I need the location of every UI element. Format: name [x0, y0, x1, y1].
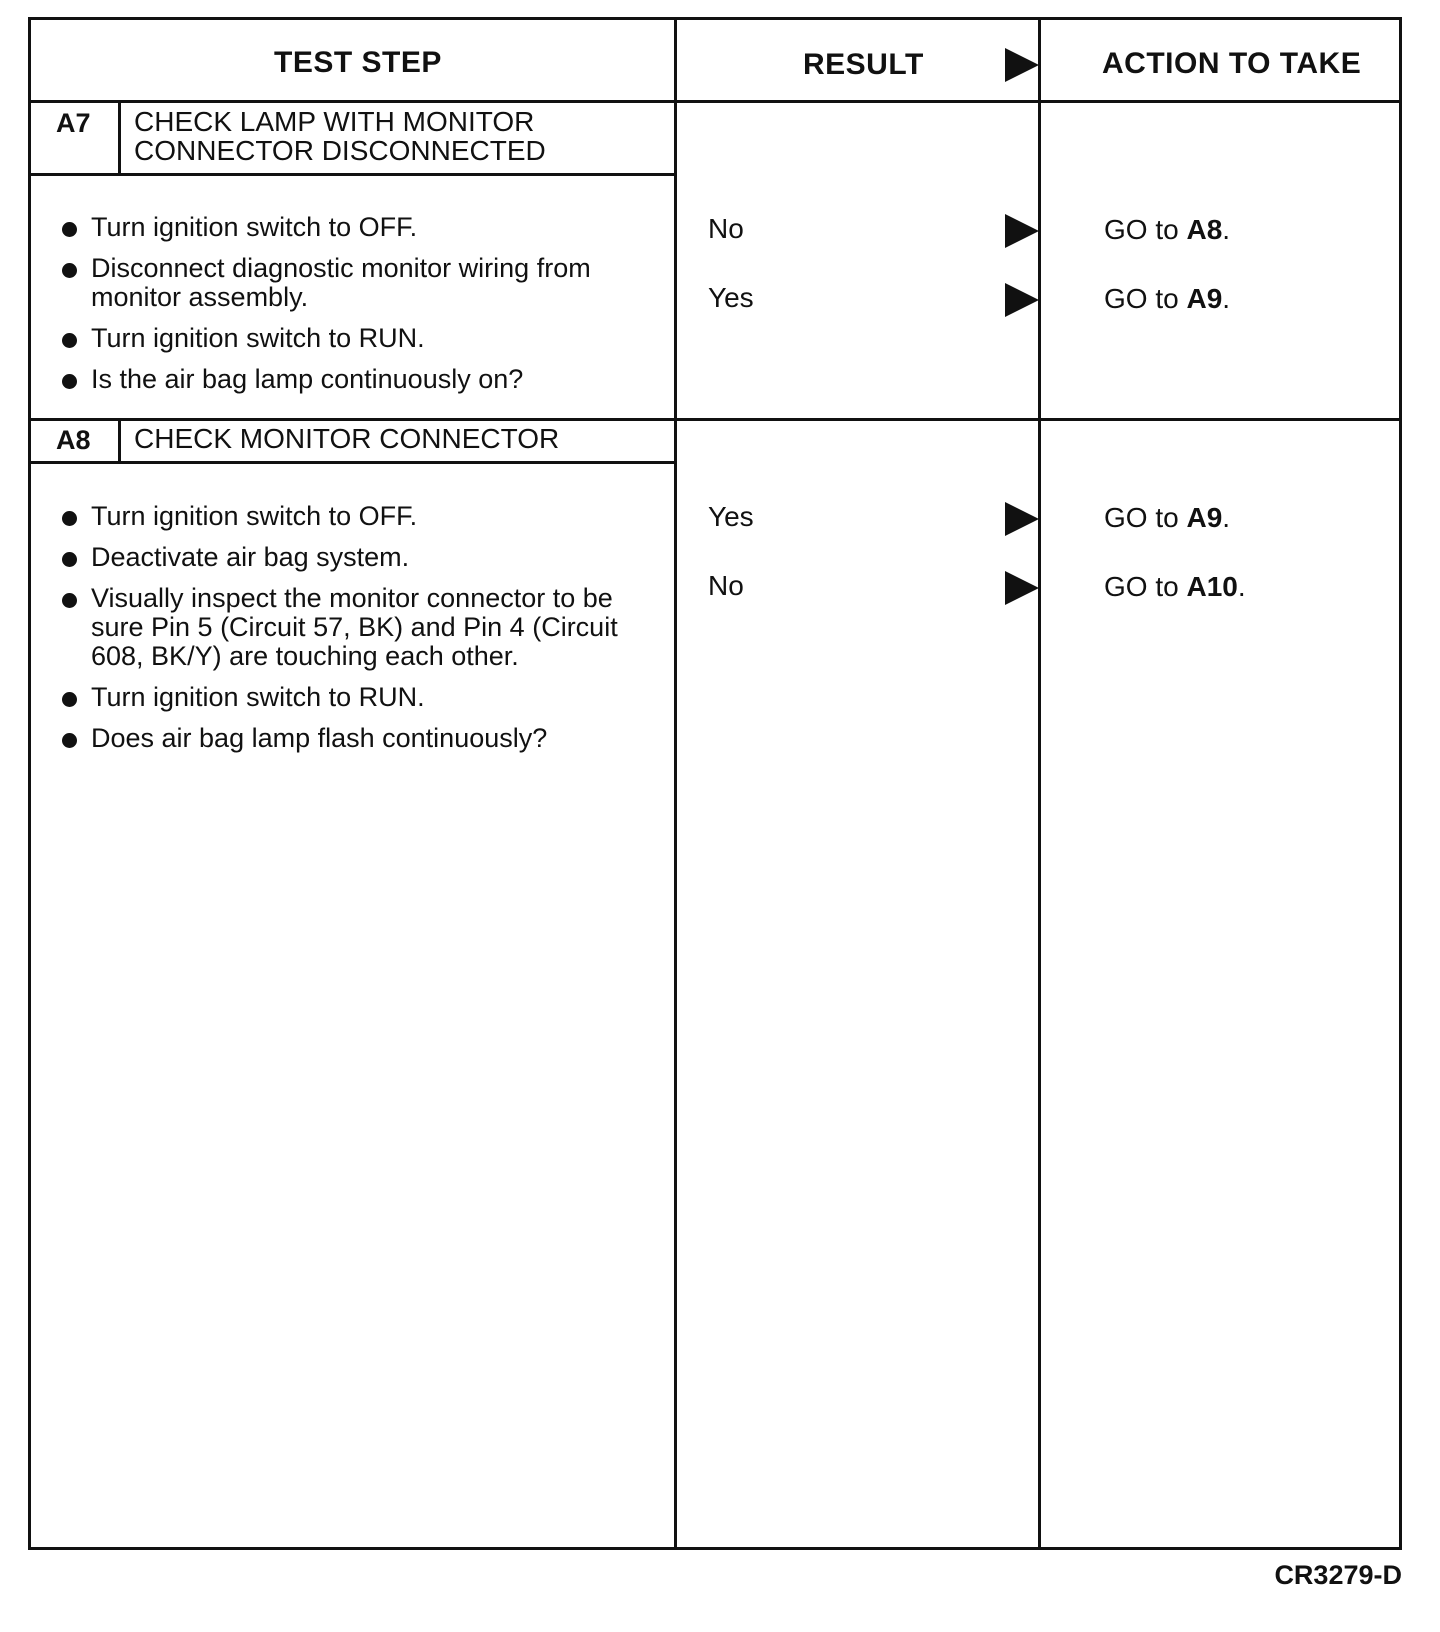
a8-bullet-2: Deactivate air bag system.	[60, 543, 658, 572]
a8-id-divider	[118, 418, 121, 463]
bullet-icon	[62, 333, 77, 348]
bullet-icon	[62, 552, 77, 567]
a7-step-title	[134, 107, 546, 165]
a7-action-1[interactable]: GO to A8.	[1104, 214, 1231, 245]
a8-action-2-target: A10	[1186, 571, 1238, 602]
a8-step-id: A8	[56, 425, 91, 455]
a8-action-1[interactable]: GO to A9.	[1104, 502, 1231, 533]
a8-bullet-3: Visually inspect the monitor connector to be sure Pin 5 (Circuit 57, BK) and Pin 4 (Circuit 608, BK/Y) are touching each other.	[60, 584, 658, 671]
a7-bullet-4: Is the air bag lamp continuously on?	[60, 365, 640, 394]
a7-action-2[interactable]: GO to A9.	[1104, 283, 1231, 314]
a8-title-line-1: CHECK MONITOR CONNECTOR	[134, 423, 560, 454]
a7-result-1-arrow-icon	[1005, 214, 1039, 248]
step-divider	[28, 418, 1402, 421]
a8-bullet-5: Does air bag lamp flash continuously?	[60, 724, 658, 753]
bullet-icon	[62, 263, 77, 278]
a7-instructions	[60, 213, 640, 406]
a7-step-id: A7	[56, 108, 91, 138]
table-border-left	[28, 17, 31, 1550]
a8-result-1: Yes	[708, 501, 754, 532]
header-arrow-icon	[1005, 48, 1039, 82]
a7-title-underline	[28, 173, 676, 176]
a7-action-1-target: A8	[1186, 214, 1223, 245]
a8-instructions	[60, 502, 658, 765]
a7-title-line-2: CONNECTOR DISCONNECTED	[134, 135, 546, 166]
a7-bullet-3: Turn ignition switch to RUN.	[60, 324, 640, 353]
a8-action-1-target: A9	[1186, 502, 1223, 533]
a7-id-divider	[118, 100, 121, 175]
table-border-bottom	[28, 1547, 1402, 1550]
header-action: ACTION TO TAKE	[1102, 47, 1362, 80]
a7-bullet-1: Turn ignition switch to OFF.	[60, 213, 640, 242]
bullet-icon	[62, 593, 77, 608]
table-border-top	[30, 17, 1402, 20]
a7-result-1: No	[708, 213, 744, 244]
a8-step-title	[134, 424, 559, 453]
a8-result-1-arrow-icon	[1005, 502, 1039, 536]
a7-bullet-2: Disconnect diagnostic monitor wiring from monitor assembly.	[60, 254, 640, 312]
a8-bullet-1: Turn ignition switch to OFF.	[60, 502, 658, 531]
a7-result-2: Yes	[708, 282, 754, 313]
bullet-icon	[62, 511, 77, 526]
a8-result-2: No	[708, 570, 744, 601]
a8-result-2-arrow-icon	[1005, 571, 1039, 605]
bullet-icon	[62, 222, 77, 237]
bullet-icon	[62, 692, 77, 707]
header-result: RESULT	[803, 48, 924, 81]
header-divider	[28, 100, 1402, 103]
bullet-icon	[62, 733, 77, 748]
a7-result-2-arrow-icon	[1005, 283, 1039, 317]
column-divider-1	[674, 17, 677, 1550]
a8-action-2[interactable]: GO to A10.	[1104, 571, 1246, 602]
figure-id: CR3279-D	[1274, 1560, 1402, 1590]
bullet-icon	[62, 374, 77, 389]
table-border-right	[1399, 17, 1402, 1550]
a7-action-2-target: A9	[1186, 283, 1223, 314]
a8-bullet-4: Turn ignition switch to RUN.	[60, 683, 658, 712]
a7-title-line-1: CHECK LAMP WITH MONITOR	[134, 106, 535, 137]
a8-title-underline	[28, 461, 676, 464]
header-test-step: TEST STEP	[274, 46, 442, 79]
